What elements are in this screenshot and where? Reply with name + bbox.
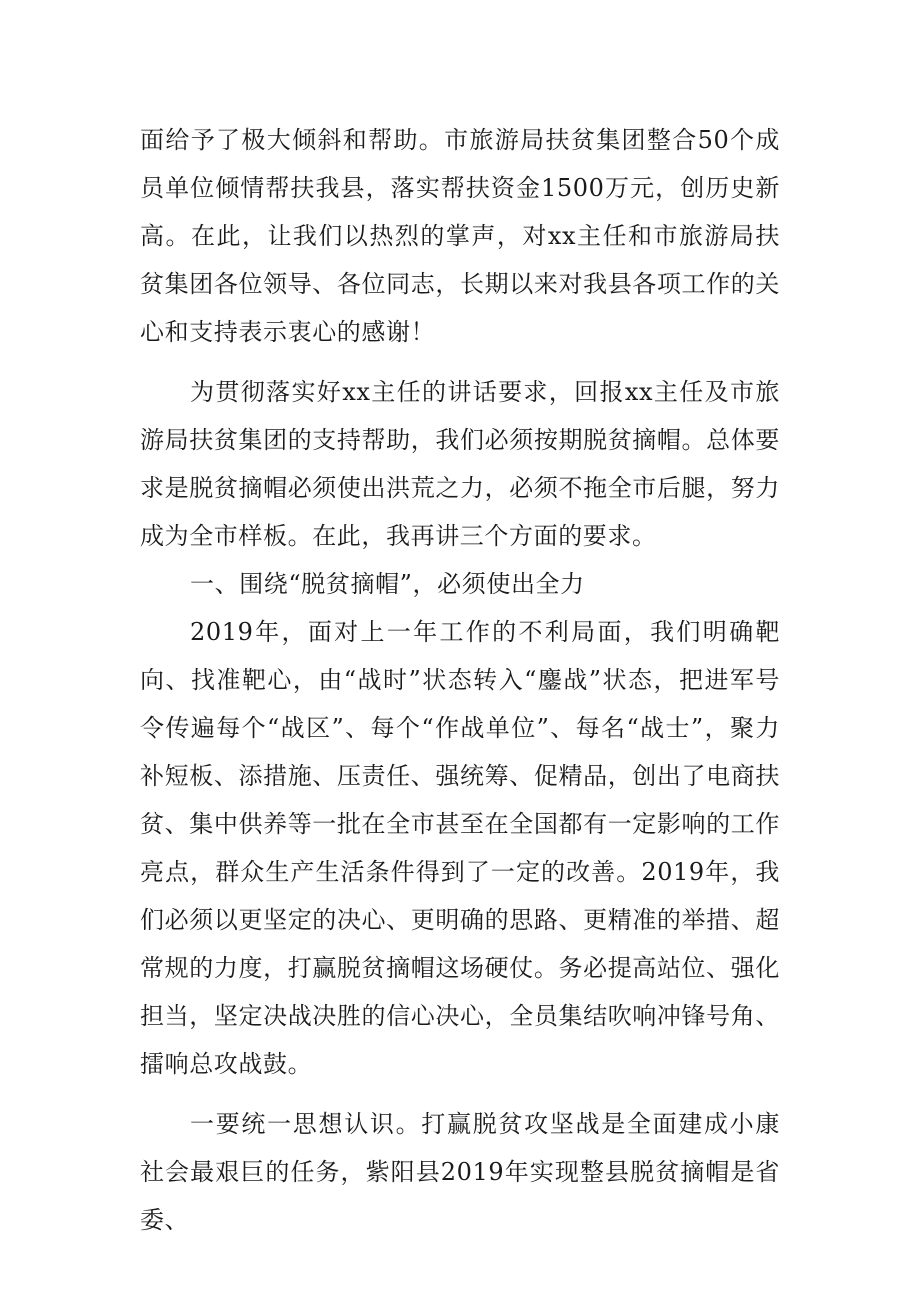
document-body xyxy=(140,116,780,1244)
section-heading-1: 一、围绕“脱贫摘帽”，必须使出全力 xyxy=(190,570,585,598)
paragraph-continuation: 面给予了极大倾斜和帮助。市旅游局扶贫集团整合50个成员单位倾情帮扶我县，落实帮扶资金1500万元，创历史新高。在此，让我们以热烈的掌声，对xx主任和市旅游局扶贫集团各位领导、各位同志，长期以来对我县各项工作的关心和支持表示衷心的感谢！ xyxy=(140,126,780,346)
paragraph-2019-review: 2019年，面对上一年工作的不利局面，我们明确靶向、找准靶心，由“战时”状态转入“鏖战”状态，把进军号令传遍每个“战区”、每个“作战单位”、每名“战士”，聚力补短板、添措施、压责任、强统筹、促精品，创出了电商扶贫、集中供养等一批在全市甚至在全国都有一定影响的工作亮点，群众生产生活条件得到了一定的改善。2019年，我们必须以更坚定的决心、更明确的思路、更精准的举措、超常规的力度，打赢脱贫摘帽这场硬仗。务必提高站位、强化担当，坚定决战决胜的信心决心，全员集结吹响冲锋号角、擂响总攻战鼓。 xyxy=(140,618,780,1078)
paragraph-overall-requirements: 为贯彻落实好xx主任的讲话要求，回报xx主任及市旅游局扶贫集团的支持帮助，我们必须按期脱贫摘帽。总体要求是脱贫摘帽必须使出洪荒之力，必须不拖全市后腿，努力成为全市样板。在此，我再讲三个方面的要求。 xyxy=(140,378,780,550)
paragraph-unify-thinking: 一要统一思想认识。打赢脱贫攻坚战是全面建成小康社会最艰巨的任务，紫阳县2019年实现整县脱贫摘帽是省委、 xyxy=(140,1110,780,1234)
